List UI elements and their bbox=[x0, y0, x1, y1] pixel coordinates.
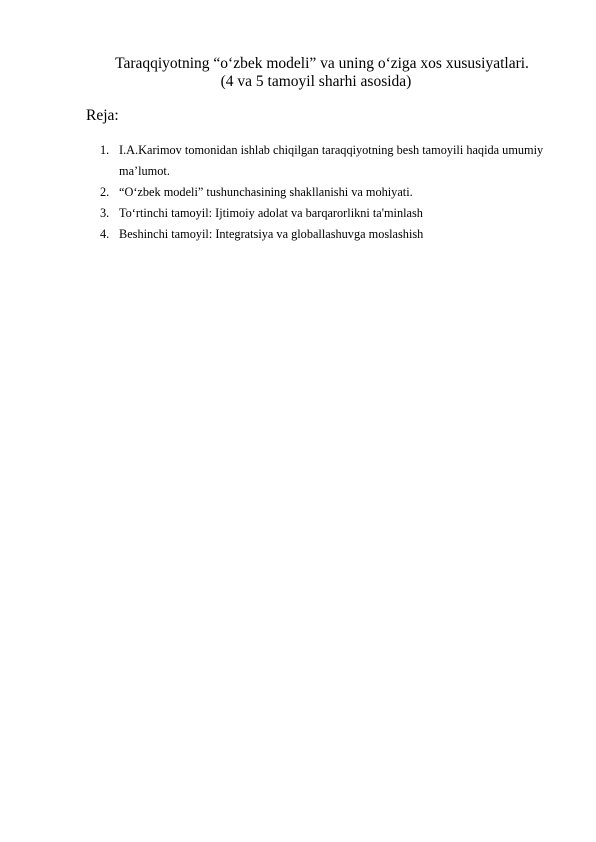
title-line-2: (4 va 5 tamoyil sharhi asosida) bbox=[220, 73, 412, 90]
plan-item-3 bbox=[100, 203, 544, 224]
plan-item-text: “O‘zbek modeli” tushunchasining shakllanishi va mohiyati. bbox=[119, 185, 413, 199]
plan-item-text: To‘rtinchi tamoyil: Ijtimoiy adolat va barqarorlikni ta'minlash bbox=[119, 206, 423, 220]
document-title bbox=[86, 55, 546, 91]
plan-list bbox=[100, 140, 544, 245]
plan-item-number: 2. bbox=[100, 185, 110, 199]
plan-item-number: 1. bbox=[100, 143, 110, 157]
plan-item-2 bbox=[100, 182, 544, 203]
plan-item-text: I.A.Karimov tomonidan ishlab chiqilgan taraqqiyotning besh tamoyili haqida umumiy ma’lumot. bbox=[119, 143, 544, 178]
plan-item-1 bbox=[100, 140, 544, 182]
plan-item-text: Beshinchi tamoyil: Integratsiya va globallashuvga moslashish bbox=[119, 227, 424, 241]
plan-item-number: 3. bbox=[100, 206, 110, 220]
plan-item-4 bbox=[100, 224, 544, 245]
plan-heading: Reja: bbox=[86, 107, 119, 124]
plan-item-number: 4. bbox=[100, 227, 110, 241]
title-line-1: Taraqqiyotning “o‘zbek modeli” va uning o‘ziga xos xususiyatlari. bbox=[115, 55, 529, 72]
